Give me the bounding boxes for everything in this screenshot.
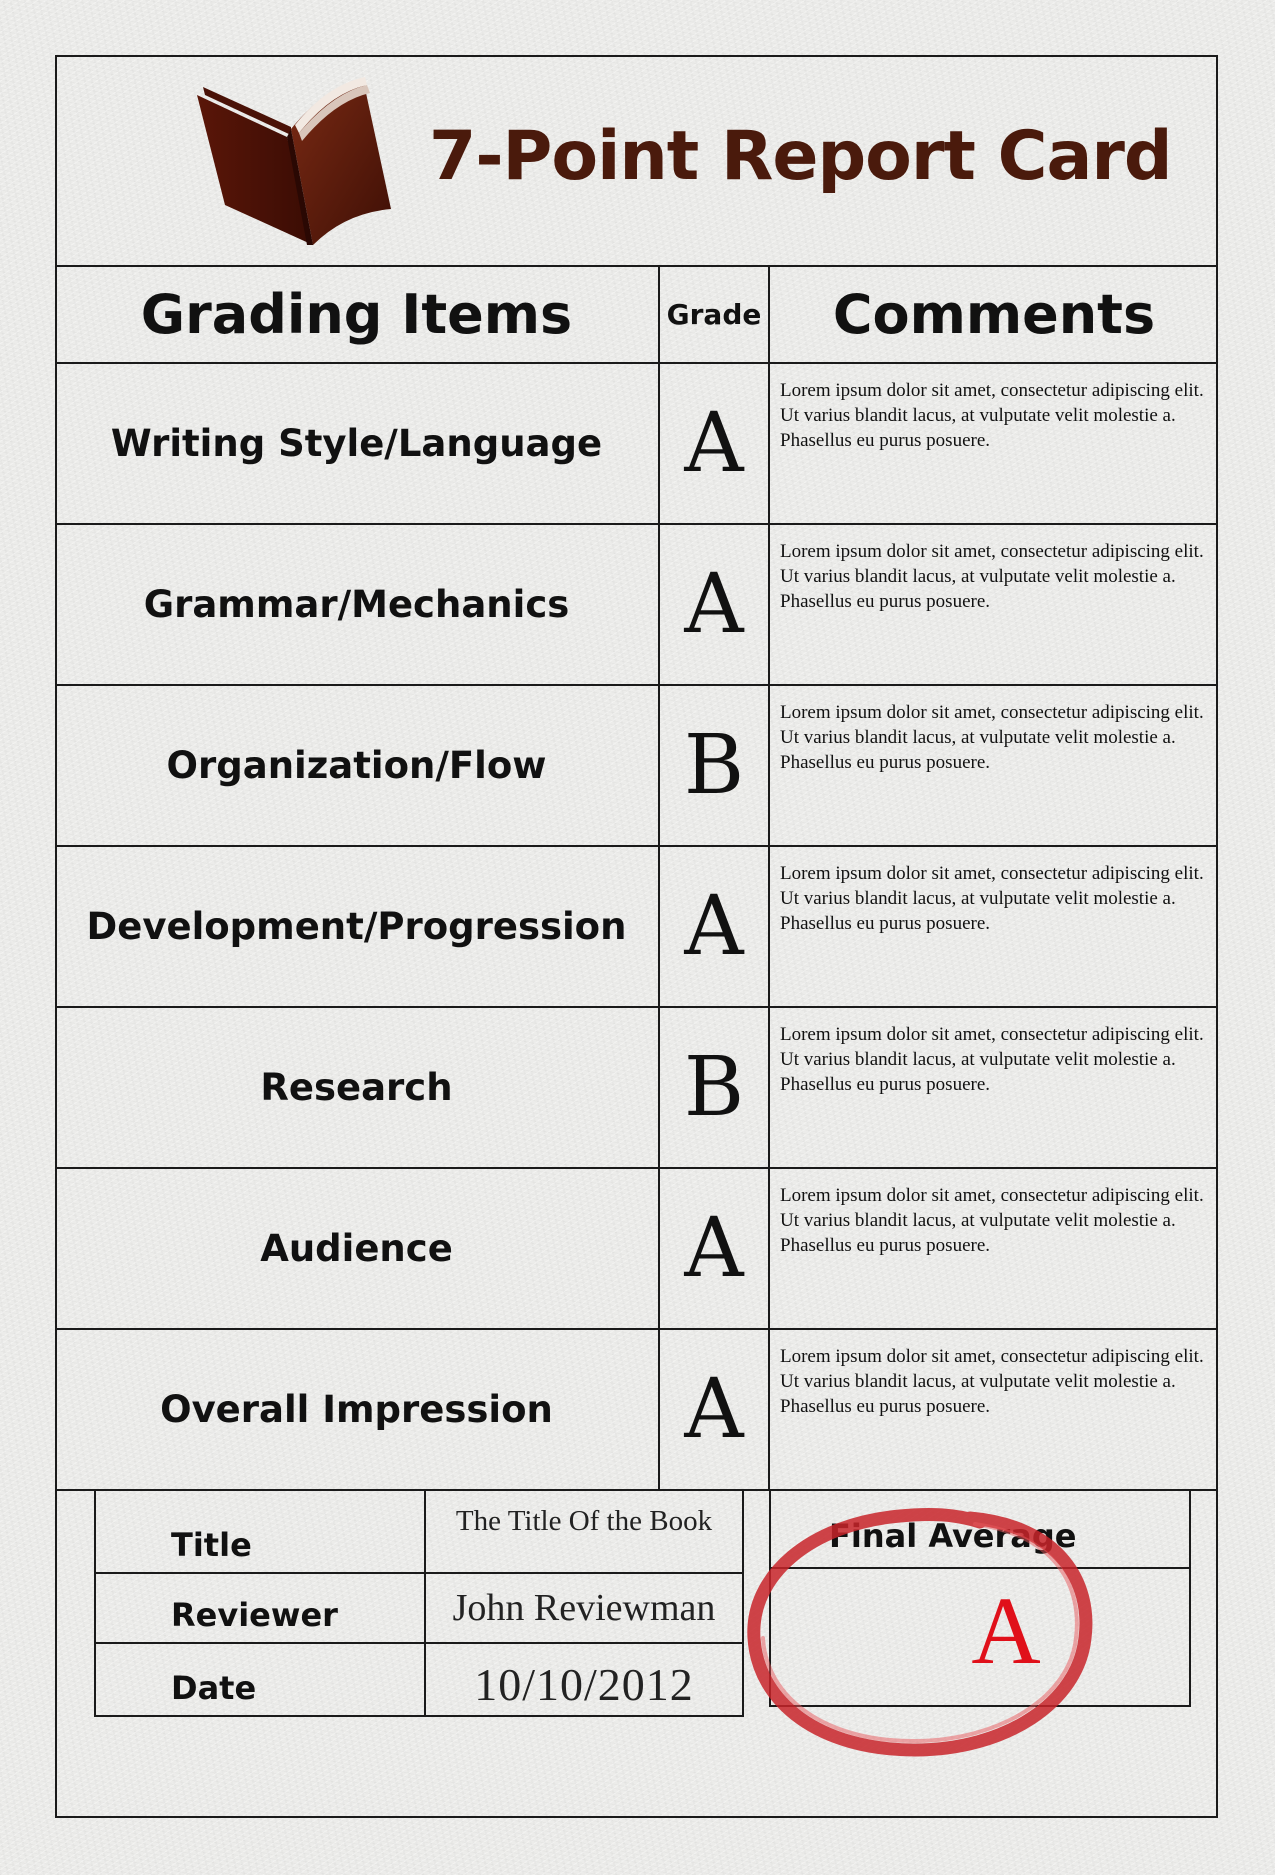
grading-item: Grammar/Mechanics: [55, 524, 659, 685]
final-average-grade: A: [971, 1577, 1041, 1684]
header-grade: Grade: [659, 266, 769, 363]
table-row: [55, 1007, 1218, 1168]
grading-item: Writing Style/Language: [55, 363, 659, 524]
table-row: [55, 1168, 1218, 1329]
date-value: 10/10/2012: [425, 1643, 743, 1716]
comment-text: Lorem ipsum dolor sit amet, consectetur adipiscing elit. Ut varius blandit lacus, at vulputate velit molestie a. Phasellus eu purus posuere.: [769, 1329, 1218, 1490]
grade-value: A: [659, 1168, 769, 1329]
grading-item: Overall Impression: [55, 1329, 659, 1490]
open-book-icon: [195, 77, 395, 247]
grading-item: Development/Progression: [55, 846, 659, 1007]
header-grading-items: Grading Items: [55, 266, 659, 363]
header-comments: Comments: [769, 266, 1218, 363]
table-row: [55, 524, 1218, 685]
grade-value: A: [659, 1329, 769, 1490]
info-row-title: [95, 1490, 743, 1573]
comment-text: Lorem ipsum dolor sit amet, consectetur adipiscing elit. Ut varius blandit lacus, at vulputate velit molestie a. Phasellus eu purus posuere.: [769, 524, 1218, 685]
title-label: Title: [95, 1490, 425, 1573]
comment-text: Lorem ipsum dolor sit amet, consectetur adipiscing elit. Ut varius blandit lacus, at vulputate velit molestie a. Phasellus eu purus posuere.: [769, 1007, 1218, 1168]
grade-value: A: [659, 524, 769, 685]
title-value: The Title Of the Book: [425, 1490, 743, 1573]
book-info-table: [94, 1489, 744, 1717]
grade-value: B: [659, 685, 769, 846]
grading-item: Organization/Flow: [55, 685, 659, 846]
date-label: Date: [95, 1643, 425, 1716]
grade-value: B: [659, 1007, 769, 1168]
reviewer-label: Reviewer: [95, 1573, 425, 1643]
comment-text: Lorem ipsum dolor sit amet, consectetur adipiscing elit. Ut varius blandit lacus, at vulputate velit molestie a. Phasellus eu purus posuere.: [769, 685, 1218, 846]
comment-text: Lorem ipsum dolor sit amet, consectetur adipiscing elit. Ut varius blandit lacus, at vulputate velit molestie a. Phasellus eu purus posuere.: [769, 363, 1218, 524]
table-row: [55, 1329, 1218, 1490]
reviewer-value: John Reviewman: [425, 1573, 743, 1643]
red-circle-mark-icon: [740, 1488, 1100, 1763]
grading-item: Audience: [55, 1168, 659, 1329]
info-row-date: [95, 1643, 743, 1716]
table-row: [55, 685, 1218, 846]
grade-value: A: [659, 363, 769, 524]
grading-table: [55, 265, 1218, 1491]
comment-text: Lorem ipsum dolor sit amet, consectetur adipiscing elit. Ut varius blandit lacus, at vulputate velit molestie a. Phasellus eu purus posuere.: [769, 846, 1218, 1007]
page-title: 7-Point Report Card: [429, 117, 1172, 196]
card-header: [57, 57, 1216, 267]
table-row: [55, 846, 1218, 1007]
comment-text: Lorem ipsum dolor sit amet, consectetur adipiscing elit. Ut varius blandit lacus, at vulputate velit molestie a. Phasellus eu purus posuere.: [769, 1168, 1218, 1329]
info-row-reviewer: [95, 1573, 743, 1643]
table-header-row: [55, 266, 1218, 363]
table-row: [55, 363, 1218, 524]
grade-value: A: [659, 846, 769, 1007]
grading-item: Research: [55, 1007, 659, 1168]
final-average-label: Final Average: [771, 1491, 1189, 1569]
